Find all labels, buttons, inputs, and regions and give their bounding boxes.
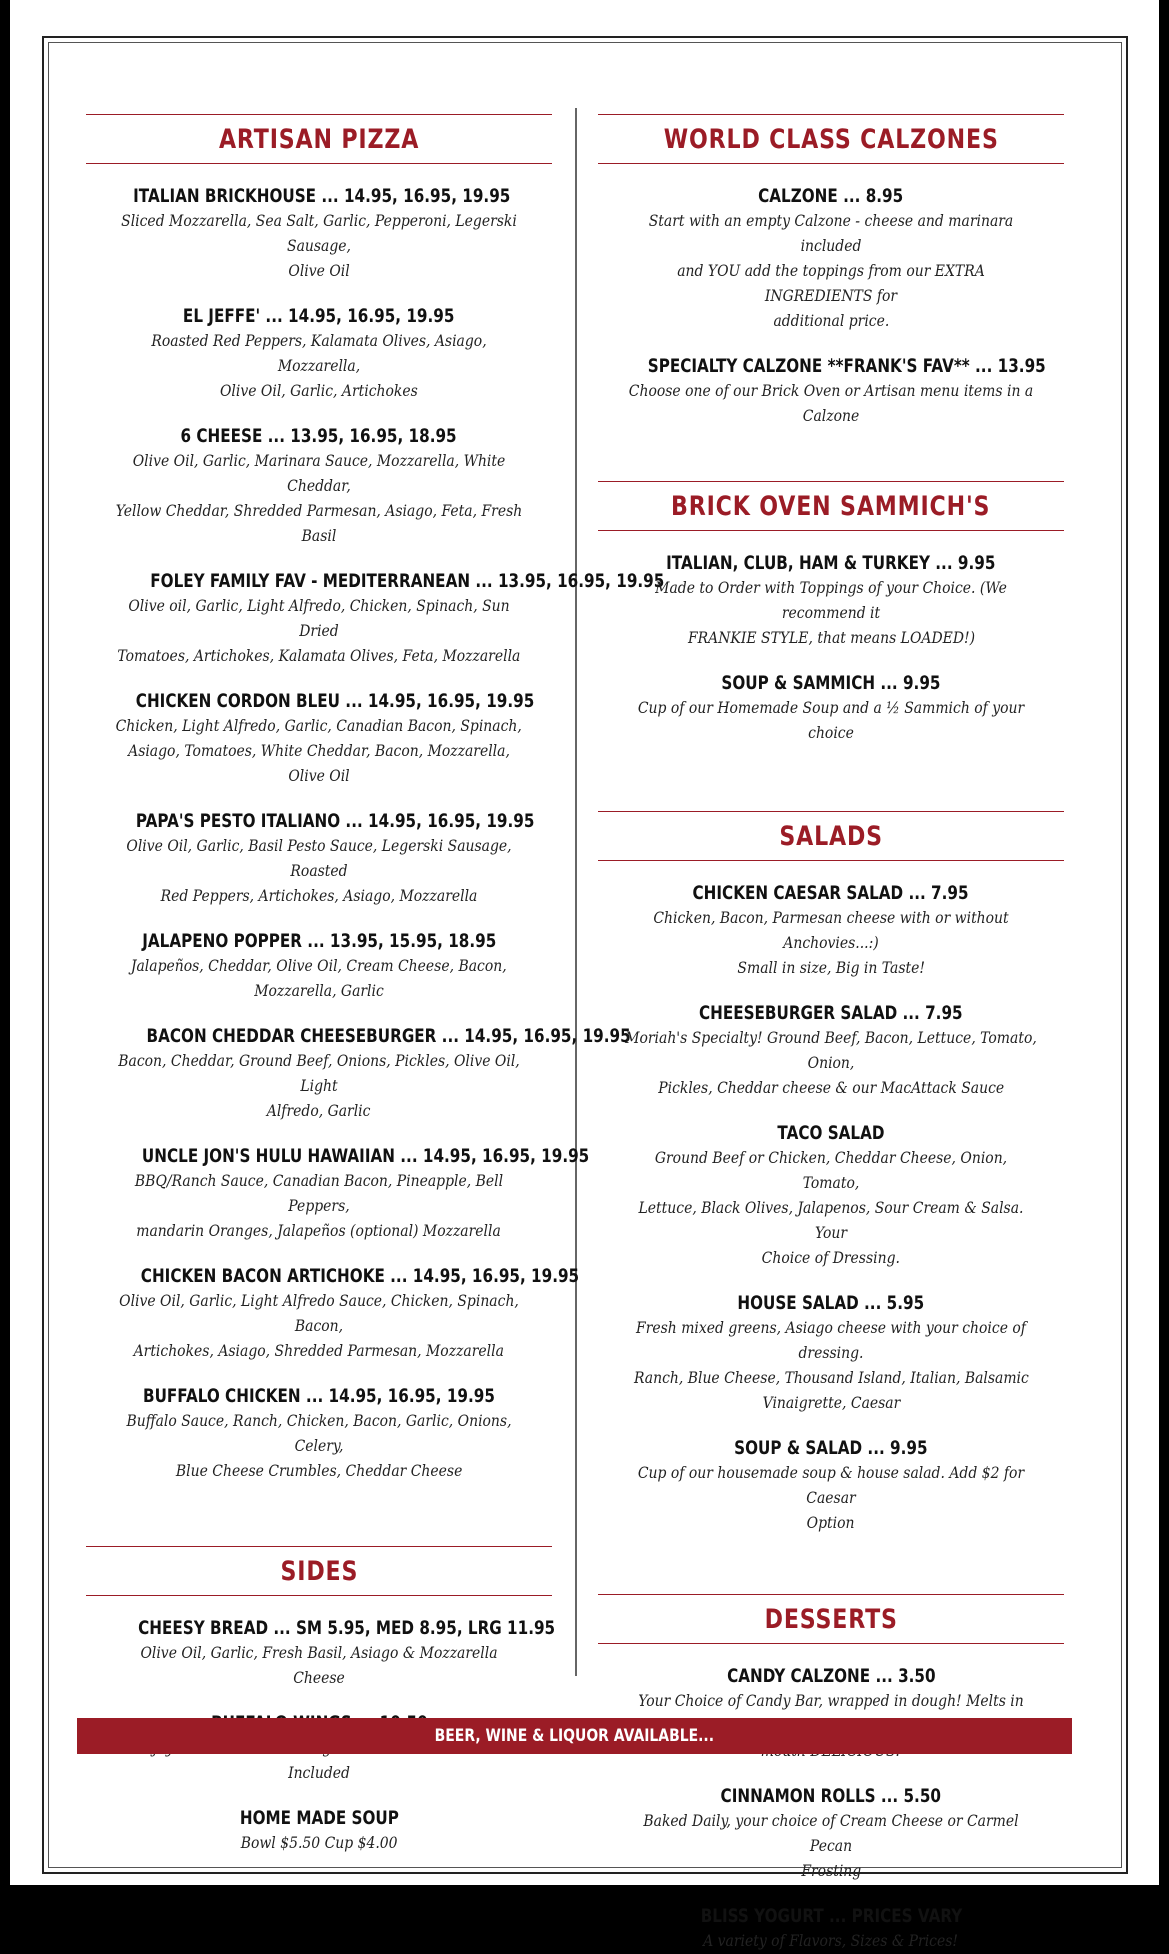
- menu-item-description: Fresh mixed greens, Asiago cheese with your choice of dressing.: [636, 1319, 1026, 1362]
- menu-item-description: Sliced Mozzarella, Sea Salt, Garlic, Pepperoni, Legerski Sausage,: [121, 212, 517, 255]
- menu-item-title: HOME MADE SOUP: [239, 1807, 399, 1829]
- menu-item-description: Jalapeños, Cheddar, Olive Oil, Cream Cheese, Bacon,: [131, 957, 507, 975]
- calzones-section: [598, 114, 1064, 429]
- menu-item: [598, 1435, 1064, 1536]
- menu-item: [86, 1263, 580, 1364]
- menu-item: [598, 1290, 1064, 1416]
- menu-item-description: Bowl $5.50 Cup $4.00: [240, 1834, 398, 1852]
- menu-item-title: CHICKEN BACON ARTICHOKE ... 14.95, 16.95, 19.95: [140, 1265, 580, 1287]
- menu-item-description: Ground Beef or Chicken, Cheddar Cheese, Onion, Tomato,: [654, 1149, 1008, 1192]
- menu-item-description: Yellow Cheddar, Shredded Parmesan, Asiago, Feta, Fresh Basil: [115, 502, 523, 545]
- menu-item-description: Lettuce, Black Olives, Jalapenos, Sour Cream & Salsa. Your: [638, 1199, 1024, 1242]
- menu-item-title: BACON CHEDDAR CHEESEBURGER ... 14.95, 16.95, 19.95: [146, 1025, 631, 1047]
- menu-item-description: Vinaigrette, Caesar: [762, 1394, 900, 1412]
- menu-item-title: BUFFALO CHICKEN ... 14.95, 16.95, 19.95: [143, 1385, 495, 1407]
- column-divider: [575, 108, 577, 1676]
- right-column: [598, 114, 1064, 1954]
- menu-item-description: BBQ/Ranch Sauce, Canadian Bacon, Pineapple, Bell Peppers,: [134, 1172, 504, 1215]
- menu-item-description: Option: [807, 1514, 855, 1532]
- menu-item-description: Choose one of our Brick Oven or Artisan menu items in a Calzone: [628, 382, 1034, 425]
- menu-item-title: 6 CHEESE ... 13.95, 16.95, 18.95: [180, 425, 458, 447]
- menu-item: [86, 303, 552, 404]
- beverage-banner: BEER, WINE & LIQUOR AVAILABLE...: [77, 1718, 1072, 1754]
- menu-item-description: Tomatoes, Artichokes, Kalamata Olives, Feta, Mozzarella: [117, 647, 521, 665]
- menu-item-description: Buffalo Sauce, Ranch, Chicken, Bacon, Garlic, Onions, Celery,: [126, 1412, 512, 1455]
- section-heading: WORLD CLASS CALZONES: [598, 114, 1064, 164]
- menu-item-description: Made to Order with Toppings of your Choice. (We recommend it: [655, 579, 1007, 622]
- menu-item: [598, 1783, 1064, 1884]
- menu-item-description: Alfredo, Garlic: [267, 1102, 371, 1120]
- menu-item-title: HOUSE SALAD ... 5.95: [737, 1292, 925, 1314]
- menu-item-description: Mozzarella, Garlic: [254, 982, 384, 1000]
- menu-item-title: TACO SALAD: [777, 1122, 885, 1144]
- menu-item-title: PAPA'S PESTO ITALIANO ... 14.95, 16.95, 19.95: [135, 810, 535, 832]
- menu-item-description: FRANKIE STYLE, that means LOADED!): [687, 629, 975, 647]
- menu-item: [86, 688, 552, 789]
- menu-item-description: Frosting: [801, 1862, 861, 1880]
- menu-item-title: JALAPENO POPPER ... 13.95, 15.95, 18.95: [141, 930, 497, 952]
- menu-item-description: Roasted Red Peppers, Kalamata Olives, Asiago, Mozzarella,: [151, 332, 487, 375]
- menu-item: [86, 928, 552, 1004]
- sides-section: [86, 1546, 556, 1856]
- menu-item-title: CHICKEN CORDON BLEU ... 14.95, 16.95, 19.95: [135, 690, 535, 712]
- menu-item-title: UNCLE JON'S HULU HAWAIIAN ... 14.95, 16.95, 19.95: [141, 1145, 590, 1167]
- menu-item-description: Pickles, Cheddar cheese & our MacAttack Sauce: [658, 1079, 1004, 1097]
- menu-item-description: Bacon, Cheddar, Ground Beef, Onions, Pickles, Olive Oil, Light: [118, 1052, 520, 1095]
- menu-item-title: EL JEFFE' ... 14.95, 16.95, 19.95: [183, 305, 455, 327]
- menu-item-title: CALZONE ... 8.95: [758, 185, 904, 207]
- section-heading: DESSERTS: [598, 1594, 1064, 1644]
- menu-item: [598, 550, 1064, 651]
- menu-item: [598, 1903, 1064, 1954]
- menu-item: [86, 423, 552, 549]
- menu-item-description: A variety of Flavors, Sizes & Prices!: [703, 1932, 959, 1950]
- menu-item-title: ITALIAN BRICKHOUSE ... 14.95, 16.95, 19.95: [133, 185, 511, 207]
- menu-item: [86, 1383, 552, 1484]
- menu-item-description: Moriah's Specialty! Ground Beef, Bacon, Lettuce, Tomato, Onion,: [625, 1029, 1037, 1072]
- menu-item-description: Olive Oil, Garlic, Artichokes: [220, 382, 418, 400]
- menu-item: [86, 183, 552, 284]
- menu-item-description: Baked Daily, your choice of Cream Cheese or Carmel Pecan: [643, 1812, 1019, 1855]
- menu-item: [598, 670, 1064, 746]
- artisan-pizza-section: [86, 114, 665, 1484]
- section-heading: BRICK OVEN SAMMICH'S: [598, 481, 1064, 531]
- section-heading: SIDES: [86, 1546, 552, 1596]
- menu-item-description: Olive Oil, Garlic, Fresh Basil, Asiago & Mozzarella Cheese: [140, 1644, 498, 1687]
- menu-item-description: Olive Oil: [288, 262, 350, 280]
- menu-item-description: Red Peppers, Artichokes, Asiago, Mozzarella: [160, 887, 478, 905]
- menu-item: [86, 1143, 590, 1244]
- menu-item-description: Olive Oil, Garlic, Light Alfredo Sauce, Chicken, Spinach, Bacon,: [119, 1292, 519, 1335]
- menu-item-description: Included: [288, 1764, 350, 1782]
- menu-item: [598, 1120, 1064, 1271]
- menu-item-description: Start with an empty Calzone - cheese and marinara included: [648, 212, 1014, 255]
- menu-item-description: and YOU add the toppings from our EXTRA INGREDIENTS for: [677, 262, 985, 305]
- menu-item: [598, 1000, 1064, 1101]
- menu-item-description: Your Choice of Candy Bar, wrapped in dough! Melts in: [638, 1692, 1024, 1710]
- menu-item-title: BLISS YOGURT ... PRICES VARY: [700, 1905, 962, 1927]
- menu-item: [86, 1615, 556, 1691]
- menu-item-description: Chicken, Bacon, Parmesan cheese with or without Anchovies...:): [653, 909, 1009, 952]
- menu-item-title: CANDY CALZONE ... 3.50: [726, 1665, 936, 1687]
- menu-item-title: CHEESEBURGER SALAD ... 7.95: [699, 1002, 963, 1024]
- menu-item: [86, 808, 552, 909]
- menu-item: [598, 880, 1064, 981]
- menu-item-description: Olive oil, Garlic, Light Alfredo, Chicken, Spinach, Sun Dried: [128, 597, 510, 640]
- menu-item-title: CINNAMON ROLLS ... 5.50: [720, 1785, 942, 1807]
- menu-item-title: CHEESY BREAD ... SM 5.95, MED 8.95, LRG 11.95: [138, 1617, 556, 1639]
- menu-item-title: CHICKEN CAESAR SALAD ... 7.95: [692, 882, 970, 904]
- menu-item-description: Cup of our Homemade Soup and a ½ Sammich of your choice: [637, 699, 1025, 742]
- section-heading: SALADS: [598, 811, 1064, 861]
- menu-item: [86, 1805, 552, 1856]
- menu-item-title: ITALIAN, CLUB, HAM & TURKEY ... 9.95: [666, 552, 996, 574]
- menu-item-title: FOLEY FAMILY FAV - MEDITERRANEAN ... 13.95, 16.95, 19.95: [150, 570, 665, 592]
- menu-item: [598, 183, 1064, 334]
- menu-item: [86, 1023, 631, 1124]
- menu-item-description: Olive Oil, Garlic, Basil Pesto Sauce, Legerski Sausage, Roasted: [126, 837, 512, 880]
- menu-item-description: mandarin Oranges, Jalapeños (optional) Mozzarella: [136, 1222, 502, 1240]
- menu-item-description: Artichokes, Asiago, Shredded Parmesan, Mozzarella: [133, 1342, 505, 1360]
- menu-item-title: SPECIALTY CALZONE **FRANK'S FAV** ... 13.95: [647, 355, 1046, 377]
- menu-item-title: SOUP & SAMMICH ... 9.95: [721, 672, 941, 694]
- sammich-section: [598, 481, 1064, 746]
- menu-item: [86, 568, 665, 669]
- menu-item-description: Small in size, Big in Taste!: [737, 959, 925, 977]
- menu-item-description: Asiago, Tomatoes, White Cheddar, Bacon, Mozzarella, Olive Oil: [128, 742, 510, 785]
- menu-item-description: Chicken, Light Alfredo, Garlic, Canadian Bacon, Spinach,: [115, 717, 523, 735]
- section-heading: ARTISAN PIZZA: [86, 114, 552, 164]
- menu-item-description: Blue Cheese Crumbles, Cheddar Cheese: [175, 1462, 463, 1480]
- menu-item-description: Ranch, Blue Cheese, Thousand Island, Italian, Balsamic: [633, 1369, 1029, 1387]
- menu-item-description: Olive Oil, Garlic, Marinara Sauce, Mozzarella, White Cheddar,: [132, 452, 506, 495]
- menu-item-description: Choice of Dressing.: [761, 1249, 901, 1267]
- salads-section: [598, 811, 1064, 1536]
- desserts-section: [598, 1594, 1064, 1954]
- menu-item-description: Cup of our housemade soup & house salad. Add $2 for Caesar: [637, 1464, 1025, 1507]
- menu-item-title: SOUP & SALAD ... 9.95: [734, 1437, 928, 1459]
- menu-item-description: additional price.: [773, 312, 889, 330]
- menu-item: [598, 353, 1064, 429]
